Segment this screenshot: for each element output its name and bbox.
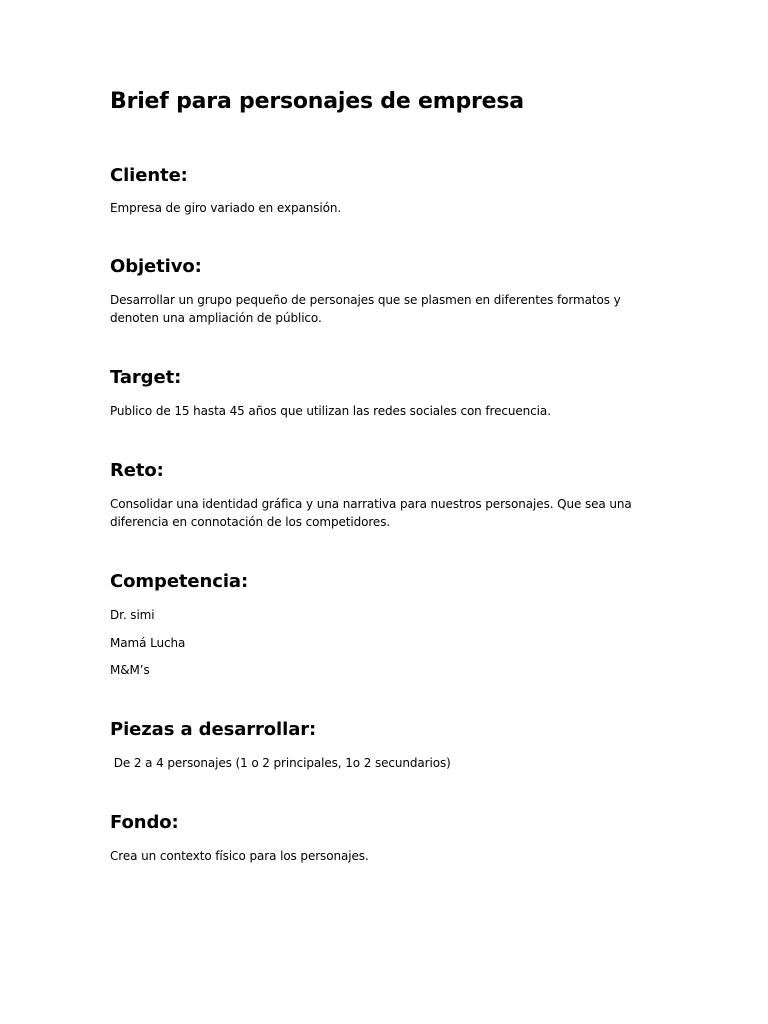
section-text-cliente: Empresa de giro variado en expansión. [110,201,342,215]
section-text-fondo: Crea un contexto físico para los personajes. [110,849,369,863]
section-heading-cliente: Cliente: [110,165,188,186]
section-heading-target: Target: [110,367,182,388]
section-text-target: Publico de 15 hasta 45 años que utilizan las redes sociales con frecuencia. [110,404,551,418]
competitor-item: M&M’s [110,663,150,677]
section-heading-piezas: Piezas a desarrollar: [110,719,317,740]
section-heading-competencia: Competencia: [110,571,249,592]
section-heading-objetivo: Objetivo: [110,256,202,277]
document-title: Brief para personajes de empresa [110,89,524,114]
section-text-objetivo: Desarrollar un grupo pequeño de personajes que se plasmen en diferentes formatos y denoten una ampliación de público. [110,293,621,325]
section-heading-reto: Reto: [110,460,164,481]
section-heading-fondo: Fondo: [110,812,179,833]
section-text-piezas: De 2 a 4 personajes (1 o 2 principales, 1o 2 secundarios) [110,756,451,770]
competitor-item: Dr. simi [110,608,155,622]
competitor-item: Mamá Lucha [110,636,186,650]
section-text-reto: Consolidar una identidad gráfica y una narrativa para nuestros personajes. Que sea una diferencia en connotación de los competidores. [110,497,632,529]
